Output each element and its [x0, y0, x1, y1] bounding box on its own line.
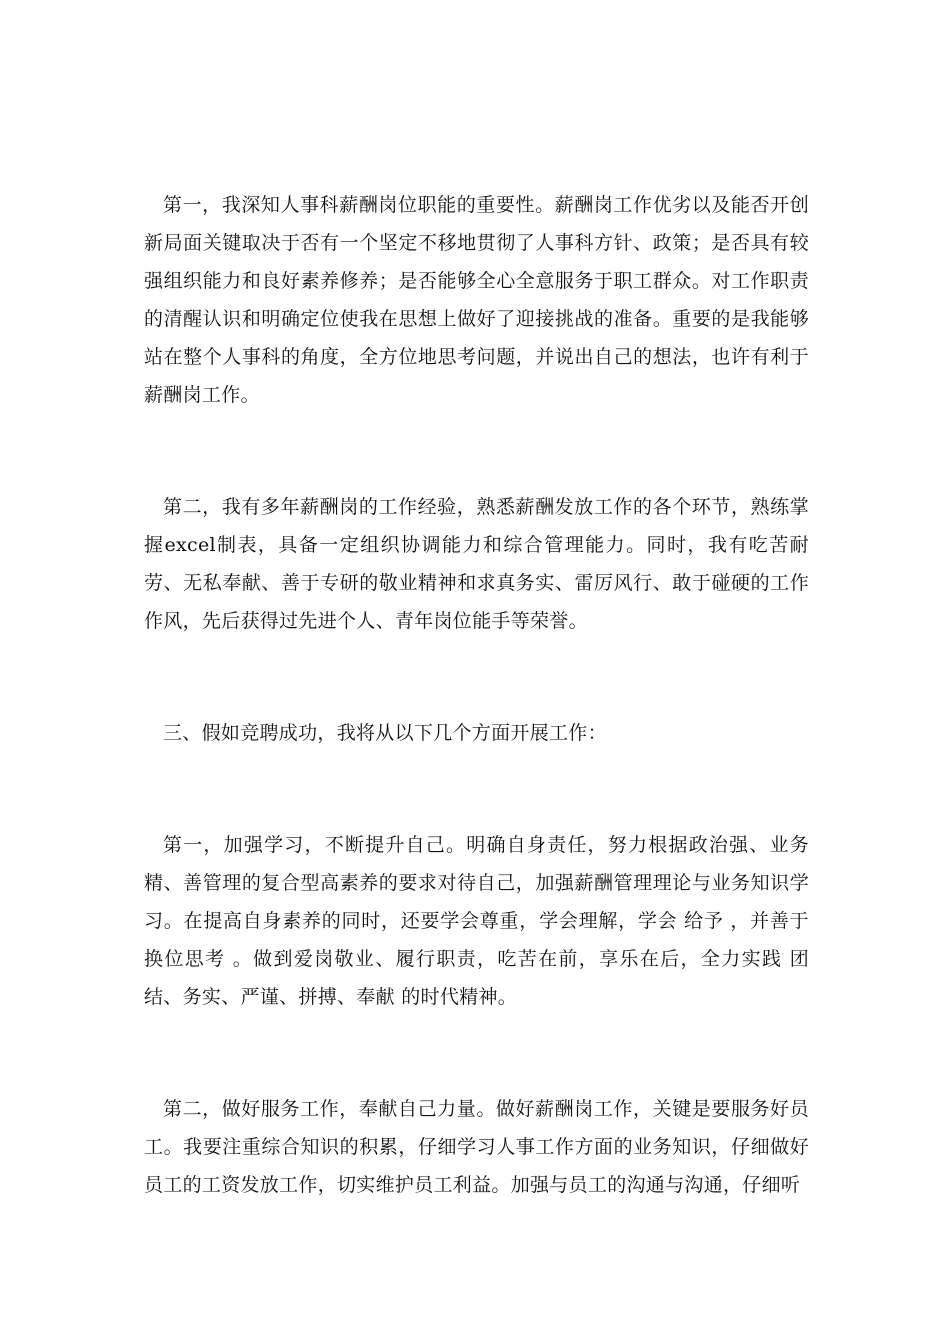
section-heading: 三、假如竞聘成功，我将从以下几个方面开展工作：: [163, 722, 607, 744]
paragraph-1: 第一，我深知人事科薪酬岗位职能的重要性。薪酬岗工作优劣以及能否开创新局面关键取决于否有一个坚定不移地贯彻了人事科方针、政策；是否具有较强组织能力和良好素养修养；是否能够全心全意服务于职工群众。对工作职责的清醒认识和明确定位使我在思想上做好了迎接挑战的准备。重要的是我能够站在整个人事科的角度，全方位地思考问题，并说出自己的想法，也许有利于薪酬岗工作。: [144, 194, 809, 406]
document-body: [144, 186, 809, 1204]
paragraph-4: 第二，做好服务工作，奉献自己力量。做好薪酬岗工作，关键是要服务好员工。我要注重综合知识的积累，仔细学习人事工作方面的业务知识，仔细做好员工的工资发放工作，切实维护员工利益。加强与员工的沟通与沟通，仔细听: [144, 1098, 809, 1196]
paragraph-2: 第二，我有多年薪酬岗的工作经验，熟悉薪酬发放工作的各个环节，熟练掌握excel制表，具备一定组织协调能力和综合管理能力。同时，我有吃苦耐劳、无私奉献、善于专研的敬业精神和求真务实、雷厉风行、敢于碰硬的工作作风，先后获得过先进个人、青年岗位能手等荣誉。: [144, 496, 809, 632]
paragraph-3: 第一，加强学习，不断提升自己。明确自身责任，努力根据政治强、业务精、善管理的复合型高素养的要求对待自己，加强薪酬管理理论与业务知识学习。在提高自身素养的同时，还要学会尊重，学会理解，学会 给予 ，并善于 换位思考 。做到爱岗敬业、履行职责，吃苦在前，享乐在后，全力实践 团结、务实、严谨、拼搏、奉献 的时代精神。: [144, 834, 809, 1008]
